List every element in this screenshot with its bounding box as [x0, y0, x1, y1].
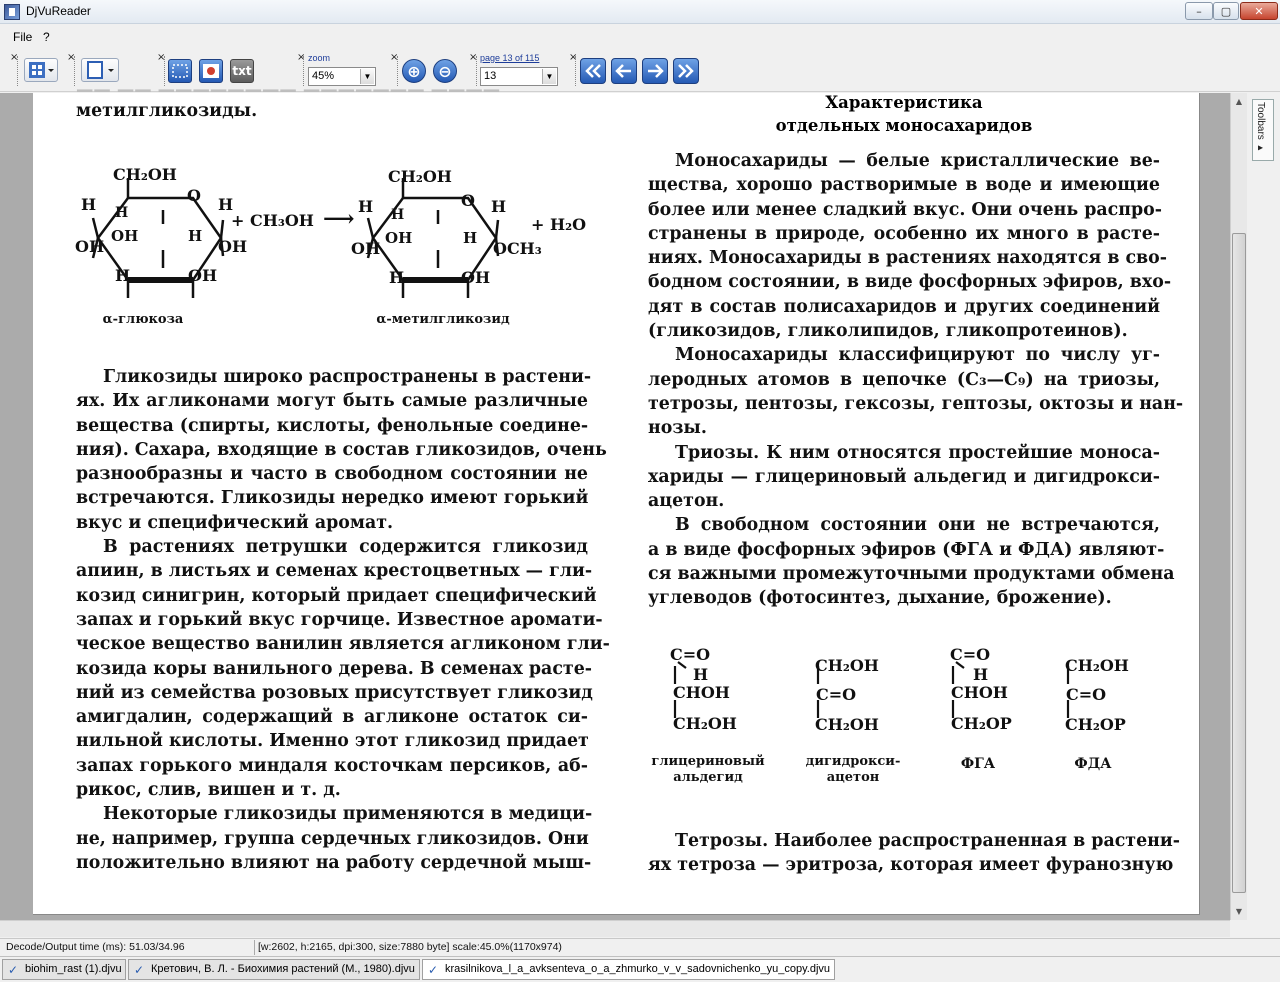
maximize-button[interactable]: ▢ [1213, 2, 1239, 20]
triose-label: C=O [670, 645, 711, 664]
text-line: амигдалин, содержащий в агликоне остаток си- [76, 707, 588, 728]
document-check-icon: ✓ [428, 963, 439, 977]
text-line: щества, хорошо растворимые в воде и имеющие [648, 175, 1160, 196]
page-value: 13 [484, 70, 497, 82]
text-line: козида коры ванильного дерева. В семенах расте- [76, 658, 592, 679]
reaction-label: OCH₃ [493, 239, 542, 258]
text-line: нозы. [648, 418, 707, 439]
toolbar-close-icon[interactable]: × [10, 52, 19, 63]
text-line: Моносахариды классифицируют по числу уг- [675, 345, 1160, 366]
text-line: В растениях петрушки содержится гликозид [103, 537, 588, 558]
title-bar [0, 0, 1280, 24]
close-button[interactable]: ✕ [1240, 2, 1278, 20]
chevron-down-icon[interactable]: ▼ [360, 69, 374, 84]
text-line: В свободном состоянии они не встречаются, [675, 515, 1160, 536]
triose-label: H [693, 665, 709, 684]
caption-line: глицериновый [651, 754, 765, 769]
document-viewport[interactable] [0, 80, 1230, 936]
document-tab[interactable] [128, 959, 420, 980]
reaction-label: OH [111, 227, 139, 245]
document-tab-active[interactable] [422, 959, 835, 980]
menu-file[interactable]: File [13, 30, 33, 44]
zoom-label: zoom [308, 53, 331, 63]
reaction-label: H [218, 195, 234, 214]
page-info: [w:2602, h:2165, dpi:300, size:7880 byte] scale:45.0%(1170x974) [258, 941, 562, 953]
text-line: нильной кислоты. Именно этот гликозид придает [76, 731, 589, 752]
text-line: метилгликозиды. [76, 101, 258, 121]
text-line: странены в природе, особенно их много в расте- [648, 223, 1160, 244]
triose-label: CH₂OP [1065, 715, 1126, 734]
text-line: Гликозиды широко распространены в растени- [103, 367, 592, 387]
side-panel [1248, 93, 1280, 920]
text-line: более или менее сладкий вкус. Они очень распро- [648, 199, 1162, 220]
text-line: вкус и специфический аромат. [76, 512, 394, 533]
text-line: хариды — глицериновый альдегид и дигидрокси- [648, 466, 1160, 487]
vertical-scrollbar[interactable] [1230, 93, 1247, 920]
arrow-right-icon [646, 64, 664, 78]
document-check-icon: ✓ [8, 963, 19, 977]
document-check-icon: ✓ [134, 963, 145, 977]
scroll-up-icon[interactable]: ▲ [1235, 96, 1243, 106]
first-page-icon [584, 64, 602, 78]
right-bottom-text [648, 829, 1180, 878]
text-line: Тетрозы. Наиболее распространенная в растени- [675, 831, 1180, 851]
reaction-label: H [188, 227, 203, 245]
reaction-label: OH [385, 229, 413, 247]
cut-off-line: —— —— ———————— ——————— ———— [76, 80, 501, 100]
layout-grid-icon [27, 60, 55, 80]
reaction-label: CH₂OH [113, 165, 177, 184]
caption-line: альдегид [673, 770, 743, 785]
text-line: ся важными промежуточными продуктами обмена [648, 564, 1175, 585]
reaction-label: H [391, 207, 405, 223]
reaction-label: H [389, 268, 405, 287]
toolbar-close-icon[interactable]: × [297, 52, 306, 63]
text-line: Триозы. К ним относятся простейшие моноса- [675, 442, 1160, 463]
text-line: дят в состав полисахаридов и других соединений [648, 296, 1160, 317]
section-heading [648, 91, 1160, 137]
caption-dihydroxyacetone [798, 754, 908, 786]
status-divider [254, 940, 255, 955]
menu-help[interactable]: ? [43, 30, 50, 44]
image-icon [202, 63, 220, 79]
text-line: (гликозидов, гликолипидов, гликопротеинов). [648, 321, 1128, 342]
text-line: Моносахариды — белые кристаллические ве- [675, 151, 1160, 171]
text-line: ческое вещество ванилин является агликоном гли- [76, 634, 610, 655]
reaction-label: H [81, 195, 97, 214]
triose-label: CH₂OH [673, 714, 737, 733]
glycoside-reaction-diagram [73, 158, 593, 368]
reaction-label: + H₂O [531, 215, 587, 234]
last-page-icon [677, 64, 695, 78]
text-line: бодном состоянии, в виде фосфорных эфиров, вхо- [648, 272, 1172, 293]
menu-bar [0, 26, 1280, 48]
left-column-text [76, 365, 610, 875]
triose-label: CH₂OP [951, 714, 1012, 733]
triose-label: C=O [950, 645, 991, 664]
triose-label: CHOH [673, 683, 730, 702]
triose-label: CH₂OH [1065, 656, 1129, 675]
status-bar [0, 938, 1280, 956]
toolbar-close-icon[interactable]: × [157, 52, 166, 63]
text-line: встречаются. Гликозиды нередко имеют горький [76, 488, 589, 509]
text-line: ях тетроза — эритроза, которая имеет фуранозную [648, 855, 1174, 876]
triose-label: CH₂OH [815, 656, 879, 675]
text-line: разнообразны и часто в свободном состоянии не [76, 464, 588, 485]
reaction-arrow-icon: ⟶ [323, 206, 355, 232]
toolbar-close-icon[interactable]: × [469, 52, 478, 63]
text-line: рикос, слив, вишен и т. д. [76, 780, 341, 801]
document-tab-label: krasilnikova_l_a_avksenteva_o_a_zhmurko_v_v_sadovnichenko_yu_copy.djvu [445, 963, 831, 975]
next-page-button[interactable] [642, 58, 668, 84]
toolbars-tab[interactable] [1252, 99, 1274, 161]
document-tab-label: biohim_rast (1).djvu [25, 963, 122, 975]
reaction-label: OH [461, 268, 491, 287]
document-tabs [0, 956, 1280, 982]
caption-fda: ФДА [1074, 756, 1112, 772]
text-line: леродных атомов в цепочке (C₃—C₉) на триозы, [648, 369, 1160, 390]
reaction-label: OH [218, 237, 248, 256]
triose-label: CHOH [951, 683, 1008, 702]
reaction-label: + CH₃OH [231, 211, 314, 230]
zoom-out-icon: ⊖ [438, 61, 452, 81]
text-line: тетрозы, пентозы, гексозы, гептозы, октозы и нан- [648, 393, 1184, 414]
reaction-label: H [115, 266, 131, 285]
reaction-label: H [463, 229, 478, 247]
heading-line: отдельных моносахаридов [775, 116, 1033, 135]
caption-methylglycoside: α-метилгликозид [376, 312, 510, 327]
zoom-value: 45% [312, 70, 335, 82]
document-tab[interactable] [2, 959, 126, 980]
triose-label: C=O [816, 685, 857, 704]
toolbar-grip[interactable] [74, 56, 75, 86]
view-mode-button[interactable] [24, 58, 58, 82]
text-line: ях. Их агликонами могут быть самые различные [76, 391, 588, 412]
right-column-text [648, 149, 1184, 611]
toolbars-tab-label: Toolbars ▸ [1255, 102, 1266, 154]
reaction-label: H [491, 197, 507, 216]
toolbar-close-icon[interactable]: × [390, 52, 399, 63]
toolbar-grip[interactable] [17, 56, 18, 86]
reaction-label: CH₂OH [388, 167, 452, 186]
decode-time: Decode/Output time (ms): 51.03/34.96 [6, 941, 185, 953]
triose-label: C=O [1066, 685, 1107, 704]
caption-glyceraldehyde [648, 754, 768, 786]
caption-line: дигидрокси- [805, 754, 901, 769]
text-mode-button[interactable]: txt [230, 59, 254, 83]
caption-line: ацетон [826, 770, 880, 785]
text-line: ния). Сахара, входящие в состав гликозидов, очень [76, 439, 607, 460]
app-icon [4, 4, 20, 20]
text-line: козид синигрин, который придает специфический [76, 585, 597, 606]
arrow-left-icon [615, 64, 633, 78]
horizontal-scrollbar[interactable] [0, 920, 1230, 937]
reaction-label: O [187, 186, 201, 205]
reaction-label: H [358, 197, 374, 216]
window-title: DjVuReader [26, 4, 91, 18]
text-line: вещества (спирты, кислоты, фенольные соедине- [76, 415, 589, 436]
triose-label: H [973, 665, 989, 684]
chevron-down-icon[interactable]: ▼ [542, 69, 556, 84]
page-icon [84, 60, 116, 80]
toolbar-close-icon[interactable]: × [67, 52, 76, 63]
scrollbar-thumb[interactable] [1232, 233, 1246, 893]
document-page[interactable] [33, 80, 1200, 915]
select-rectangle-icon [171, 63, 189, 79]
zoom-in-icon: ⊕ [407, 61, 421, 81]
caption-glucose: α-глюкоза [102, 312, 184, 327]
text-line: положительно влияют на работу сердечной мыш- [76, 852, 592, 873]
triose-label: CH₂OH [815, 715, 879, 734]
last-page-button[interactable] [673, 58, 699, 84]
reaction-label: OH [188, 266, 218, 285]
reaction-label: H [115, 205, 129, 221]
text-line: запах и горький вкус горчице. Известное аромати- [76, 609, 603, 630]
text-line: Некоторые гликозиды применяются в медици- [103, 804, 593, 825]
text-line: ний из семейства розовых присутствует гликозид [76, 682, 593, 703]
text-line: ацетон. [648, 491, 725, 512]
toolbar-close-icon[interactable]: × [569, 52, 578, 63]
text-line: не, например, группа сердечных гликозидов. Они [76, 828, 589, 849]
text-line: углеводов (фотосинтез, дыхание, брожение). [648, 588, 1112, 609]
reaction-label: OH [351, 239, 381, 258]
reaction-label: OH [75, 237, 105, 256]
document-tab-label: Кретович, В. Л. - Биохимия растений (М., 1980).djvu [151, 963, 415, 975]
heading-line: Характеристика [825, 93, 983, 112]
scroll-down-icon[interactable]: ▼ [1235, 906, 1243, 916]
text-line: запах горького миндаля косточкам персиков, аб- [76, 755, 588, 776]
previous-page-button[interactable] [611, 58, 637, 84]
left-top-line [76, 99, 588, 123]
page-label: page 13 of 115 [480, 53, 540, 63]
text-line: апиин, в листьях и семенах крестоцветных — гли- [76, 561, 593, 582]
text-line: а в виде фосфорных эфиров (ФГА и ФДА) являют- [648, 539, 1165, 560]
text-line: ниях. Моносахариды в растениях находятся в сво- [648, 248, 1167, 269]
caption-fga: ФГА [960, 756, 996, 772]
minimize-button[interactable]: – [1185, 2, 1213, 20]
reaction-label: O [461, 191, 475, 210]
